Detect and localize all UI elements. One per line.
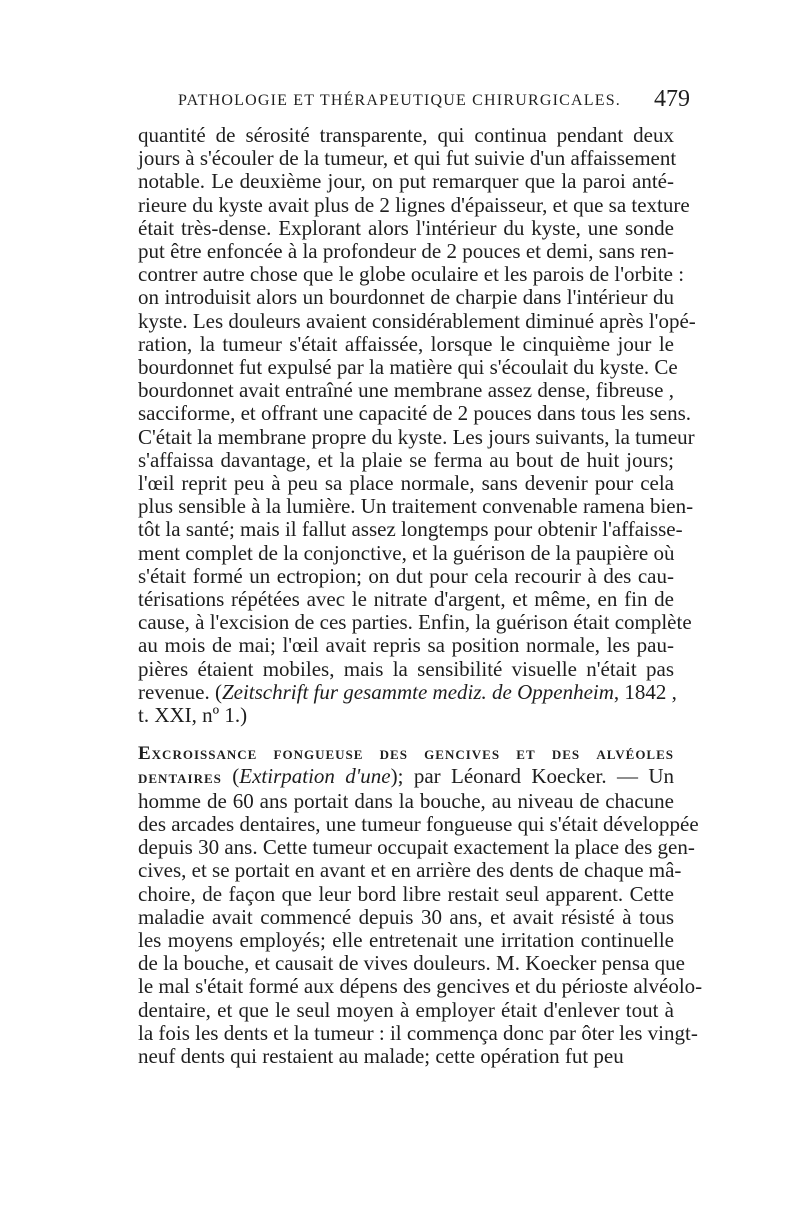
text-line: C'était la membrane propre du kyste. Les jours suivants, la tumeur: [138, 424, 695, 449]
text-line: s'était formé un ectropion; on dut pour cela recourir à des cau-: [138, 563, 674, 588]
text-line: cives, et se portait en avant et en arrière des dents de chaque mâ-: [138, 858, 682, 883]
heading-author: ); par Léonard Koecker. — Un: [390, 764, 674, 789]
text-line: bourdonnet fut expulsé par la matière qui s'écoulait du kyste. Ce: [138, 355, 678, 380]
text-line: ration, la tumeur s'était affaissée, lorsque le cinquième jour le: [138, 331, 674, 356]
section-heading: [138, 741, 674, 765]
text-line: dentaire, et que le seul moyen à employer était d'enlever tout à: [138, 997, 674, 1022]
text-line: tôt la santé; mais il fallut assez longtemps pour obtenir l'affaisse-: [138, 517, 683, 542]
text-line: kyste. Les douleurs avaient considérablement diminué après l'opé-: [138, 308, 696, 333]
text-line: quantité de sérosité transparente, qui continua pendant deux: [138, 123, 674, 147]
citation-line-2: t. XXI, nº 1.): [138, 703, 248, 728]
text-line: s'affaissa davantage, et la plaie se ferma au bout de huit jours;: [138, 447, 674, 472]
paragraph-1: [138, 123, 696, 728]
text-line: les moyens employés; elle entretenait une irritation continuelle: [138, 927, 674, 952]
text-line: cause, à l'excision de ces parties. Enfin, la guérison était complète: [138, 610, 692, 635]
page-number: 479: [654, 86, 690, 112]
text-line: jours à s'écouler de la tumeur, et qui fut suivie d'un affaissement: [138, 146, 677, 171]
section-heading-continued: [138, 765, 674, 789]
text-line: l'œil reprit peu à peu sa place normale, sans devenir pour cela: [138, 471, 674, 496]
citation-journal: Zeitschrift fur gesammte mediz. de Oppenheim: [221, 679, 614, 704]
text-line: au mois de mai; l'œil avait repris sa position normale, les pau-: [138, 633, 674, 658]
citation-prefix: revenue. (: [138, 679, 222, 704]
text-line: put être enfoncée à la profondeur de 2 pouces et demi, sans ren-: [138, 239, 674, 264]
text-line: pières étaient mobiles, mais la sensibilité visuelle n'était pas: [138, 656, 674, 681]
text-line: le mal s'était formé aux dépens des gencives et du périoste alvéolo-: [138, 974, 703, 999]
text-line: rieure du kyste avait plus de 2 lignes d'épaisseur, et que sa texture: [138, 192, 690, 217]
text-line: homme de 60 ans portait dans la bouche, au niveau de chacune: [138, 788, 674, 813]
text-line: ment complet de la conjonctive, et la guérison de la paupière où: [138, 540, 675, 565]
heading-italic: Extirpation d'une: [239, 764, 391, 789]
section-heading-title-2: dentaires: [138, 767, 222, 789]
text-line: de la bouche, et causait de vives douleurs. M. Koecker pensa que: [138, 951, 685, 976]
citation-suffix: , 1842 ,: [613, 679, 677, 704]
text-line: neuf dents qui restaient au malade; cette opération fut peu: [138, 1043, 624, 1068]
paragraph-2: [138, 741, 703, 1068]
text-line: térisations répétées avec le nitrate d'argent, et même, en fin de: [138, 587, 674, 612]
text-line: choire, de façon que leur bord libre restait seul apparent. Cette: [138, 881, 674, 906]
text-line: la fois les dents et la tumeur : il commença donc par ôter les vingt-: [138, 1020, 698, 1045]
text-line: depuis 30 ans. Cette tumeur occupait exactement la place des gen-: [138, 835, 695, 860]
text-line: plus sensible à la lumière. Un traitement convenable ramena bien-: [138, 494, 694, 519]
running-title: PATHOLOGIE ET THÉRAPEUTIQUE CHIRURGICALES.: [178, 92, 621, 109]
text-line: on introduisit alors un bourdonnet de charpie dans l'intérieur du: [138, 285, 674, 310]
body-text: [138, 123, 703, 1068]
text-line: contrer autre chose que le globe oculaire et les parois de l'orbite :: [138, 262, 685, 287]
text-line: bourdonnet avait entraîné une membrane assez dense, fibreuse ,: [138, 378, 674, 403]
text-line: maladie avait commencé depuis 30 ans, et avait résisté à tous: [138, 904, 674, 929]
text-line: notable. Le deuxième jour, on put remarquer que la paroi anté-: [138, 169, 674, 194]
text-line: était très-dense. Explorant alors l'intérieur du kyste, une sonde: [138, 215, 674, 240]
heading-paren-open: (: [221, 764, 240, 789]
citation-line: [138, 679, 677, 704]
running-head: [170, 86, 690, 120]
section-gap: [138, 727, 674, 741]
text-line: des arcades dentaires, une tumeur fongueuse qui s'était développée: [138, 811, 699, 836]
text-line: sacciforme, et offrant une capacité de 2 pouces dans tous les sens.: [138, 401, 691, 426]
section-heading-title: Excroissance fongueuse des gencives et des alvéoles: [138, 743, 674, 765]
